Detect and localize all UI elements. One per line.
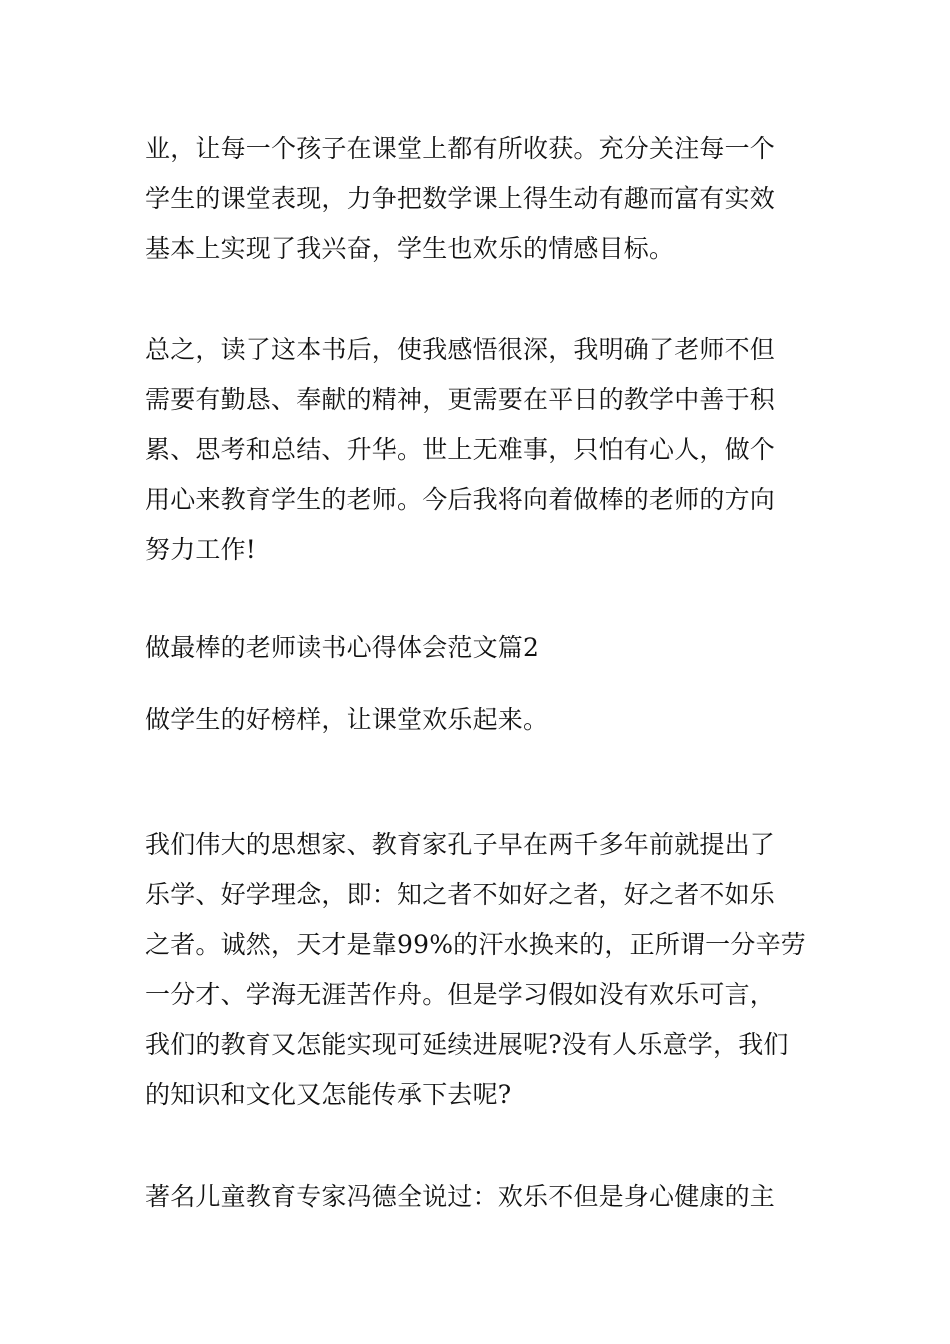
text-line: 著名儿童教育专家冯德全说过：欢乐不但是身心健康的主 [145,1182,776,1211]
text-line: 一分才、学海无涯苦作舟。但是学习假如没有欢乐可言， [145,980,776,1009]
text-line: 之者。诚然，天才是靠99%的汗水换来的，正所谓一分辛劳 [145,930,806,959]
text-line: 学生的课堂表现，力争把数学课上得生动有趣而富有实效 [145,184,776,213]
text-line: 业，让每一个孩子在课堂上都有所收获。充分关注每一个 [145,134,776,163]
text-line: 用心来教育学生的老师。今后我将向着做棒的老师的方向 [145,485,776,514]
text-line: 做学生的好榜样，让课堂欢乐起来。 [145,705,549,734]
text-line: 我们伟大的思想家、教育家孔子早在两千多年前就提出了 [145,830,776,859]
text-line: 基本上实现了我兴奋，学生也欢乐的情感目标。 [145,234,675,263]
section-heading: 做最棒的老师读书心得体会范文篇2 [145,633,540,662]
text-line: 我们的教育又怎能实现可延续进展呢?没有人乐意学，我们 [145,1030,789,1059]
text-line: 乐学、好学理念，即：知之者不如好之者，好之者不如乐 [145,880,776,909]
text-line: 总之，读了这本书后，使我感悟很深，我明确了老师不但 [145,335,776,364]
text-line: 的知识和文化又怎能传承下去呢? [145,1080,512,1109]
text-line: 努力工作! [145,535,257,564]
text-line: 需要有勤恳、奉献的精神，更需要在平日的教学中善于积 [145,385,776,414]
text-line: 累、思考和总结、升华。世上无难事，只怕有心人，做个 [145,435,776,464]
